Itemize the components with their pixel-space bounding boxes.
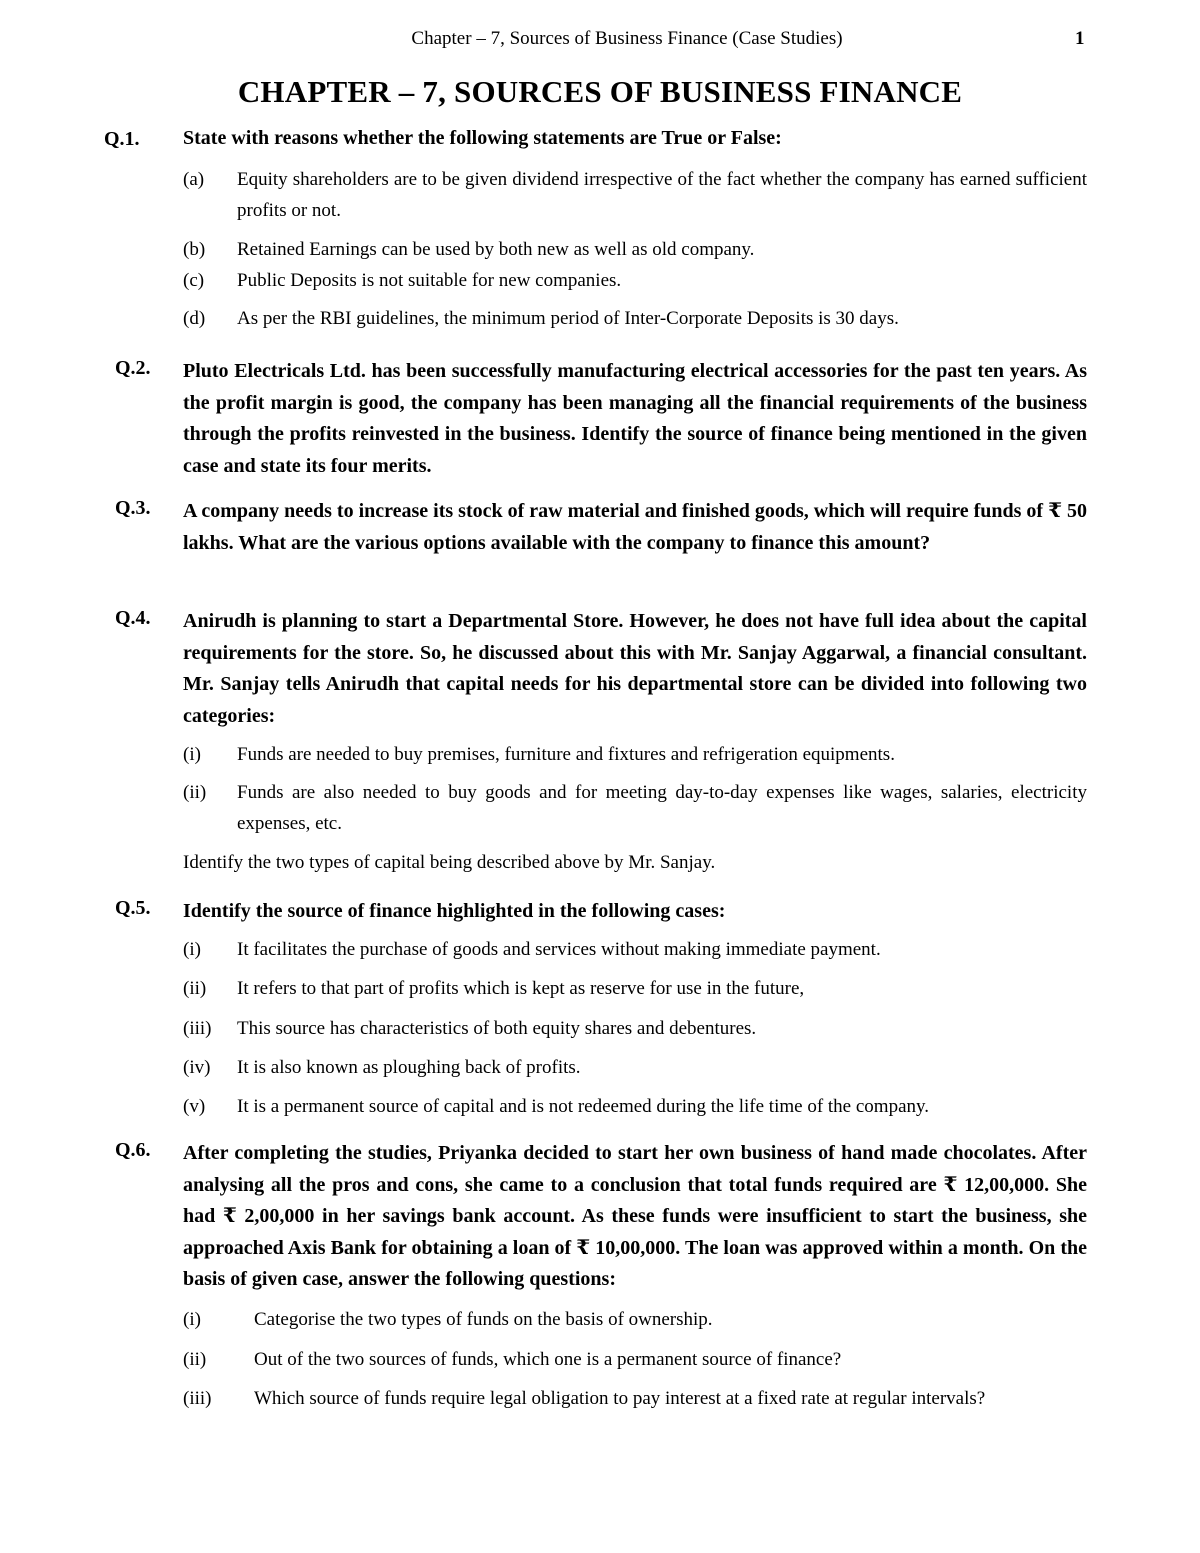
option-text: It is also known as ploughing back of profits. <box>237 1057 581 1078</box>
question-text: A company needs to increase its stock of raw material and finished goods, which will require funds of ₹ 50 lakhs. What are the various options available with the company to finance this amount? <box>183 500 1087 554</box>
option-label: (iii) <box>183 1388 212 1409</box>
option-text: It is a permanent source of capital and is not redeemed during the life time of the company. <box>237 1096 930 1117</box>
question-number: Q.1. <box>104 128 140 150</box>
question-text: State with reasons whether the following statements are True or False: <box>183 127 782 149</box>
option-label: (a) <box>183 169 205 190</box>
option-text: It refers to that part of profits which is kept as reserve for use in the future, <box>237 978 805 999</box>
option-label: (b) <box>183 239 206 260</box>
option-label: (c) <box>183 270 205 291</box>
option-text: Retained Earnings can be used by both new as well as old company. <box>237 239 755 260</box>
option-text: Funds are also needed to buy goods and for meeting day-to-day expenses like wages, salaries, electricity expenses, etc. <box>237 782 1087 834</box>
option-label: (ii) <box>183 1349 207 1370</box>
option-text: Categorise the two types of funds on the basis of ownership. <box>254 1309 713 1330</box>
option-label: (d) <box>183 308 206 329</box>
question-number: Q.2. <box>115 357 151 379</box>
question-text: After completing the studies, Priyanka decided to start her own business of hand made chocolates. After analysing all the pros and cons, she came to a conclusion that total funds required are ₹ 12,00,000. She had ₹ 2,00,000 in her savings bank account. As these funds were insufficient to start the business, she approached Axis Bank for obtaining a loan of ₹ 10,00,000. The loan was approved within a month. On the basis of given case, answer the following questions: <box>183 1142 1087 1290</box>
question-note: Identify the two types of capital being described above by Mr. Sanjay. <box>183 852 716 873</box>
option-label: (ii) <box>183 782 207 803</box>
option-text: Which source of funds require legal obligation to pay interest at a fixed rate at regular intervals? <box>254 1388 986 1409</box>
question-number: Q.3. <box>115 497 151 519</box>
option-label: (ii) <box>183 978 207 999</box>
option-text: Funds are needed to buy premises, furniture and fixtures and refrigeration equipments. <box>237 744 895 765</box>
option-label: (iv) <box>183 1057 211 1078</box>
option-text: Out of the two sources of funds, which one is a permanent source of finance? <box>254 1349 842 1370</box>
option-label: (i) <box>183 1309 201 1330</box>
header-title: Chapter – 7, Sources of Business Finance (Case Studies) <box>411 28 843 49</box>
option-text: It facilitates the purchase of goods and services without making immediate payment. <box>237 939 881 960</box>
question-text: Anirudh is planning to start a Departmental Store. However, he does not have full idea about the capital requirements for the store. So, he discussed about this with Mr. Sanjay Aggarwal, a financial consultant. Mr. Sanjay tells Anirudh that capital needs for his departmental store can be divided into following two categories: <box>183 610 1087 727</box>
chapter-title: CHAPTER – 7, SOURCES OF BUSINESS FINANCE <box>237 74 963 109</box>
option-text: As per the RBI guidelines, the minimum period of Inter-Corporate Deposits is 30 days. <box>237 308 899 329</box>
page-number: 1 <box>1075 28 1085 49</box>
page-header <box>0 28 1200 54</box>
option-text: Public Deposits is not suitable for new companies. <box>237 270 622 291</box>
question-number: Q.4. <box>115 607 151 629</box>
option-label: (v) <box>183 1096 206 1117</box>
question-number: Q.6. <box>115 1139 151 1161</box>
option-text: This source has characteristics of both equity shares and debentures. <box>237 1018 757 1039</box>
option-text: Equity shareholders are to be given dividend irrespective of the fact whether the company has earned sufficient profits or not. <box>237 169 1087 221</box>
question-number: Q.5. <box>115 897 151 919</box>
option-label: (iii) <box>183 1018 212 1039</box>
question-text: Pluto Electricals Ltd. has been successfully manufacturing electrical accessories for the past ten years. As the profit margin is good, the company has been managing all the financial requirements of the business through the profits reinvested in the business. Identify the source of finance being mentioned in the given case and state its four merits. <box>183 360 1087 477</box>
question-text: Identify the source of finance highlighted in the following cases: <box>183 900 726 922</box>
option-label: (i) <box>183 939 201 960</box>
option-label: (i) <box>183 744 201 765</box>
